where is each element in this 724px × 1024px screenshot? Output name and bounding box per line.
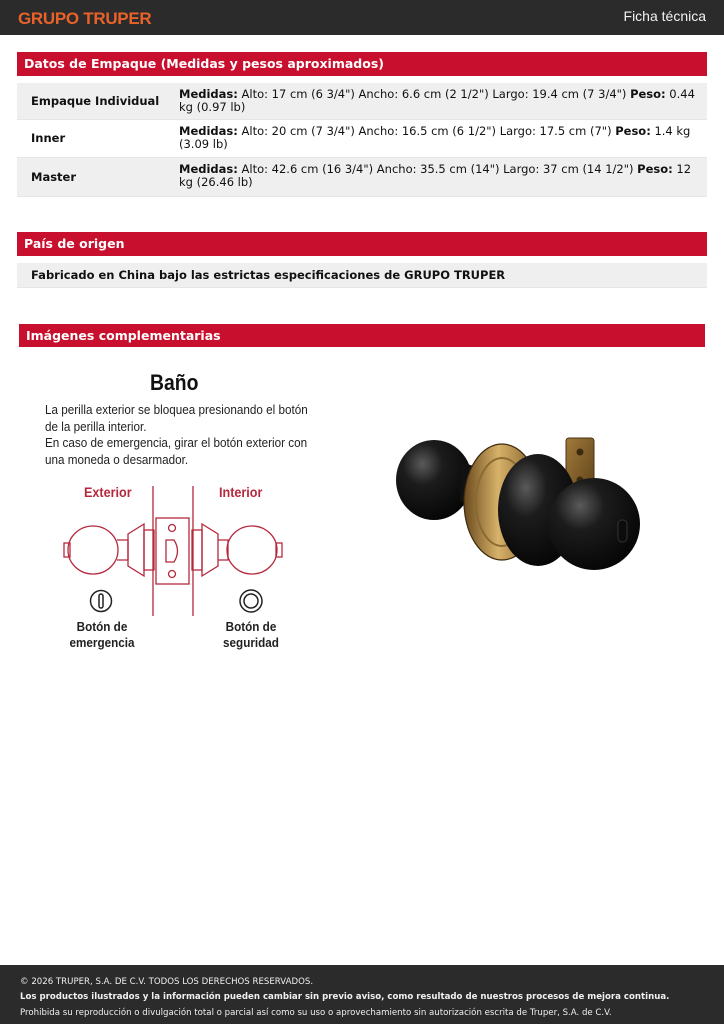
- caption-line: emergencia: [69, 635, 135, 650]
- description-line: En caso de emergencia, girar el botón exterior con: [45, 435, 308, 450]
- origin-text: Fabricado en China bajo las estrictas especificaciones de GRUPO TRUPER: [17, 263, 707, 288]
- peso-value: 1.4 kg (3.09 lb): [179, 124, 691, 151]
- footer-copyright: © 2026 TRUPER, S.A. DE C.V. TODOS LOS DERECHOS RESERVADOS.: [20, 977, 314, 987]
- section-header-packaging: Datos de Empaque (Medidas y pesos aproximados): [17, 52, 707, 76]
- packaging-table: [17, 83, 707, 197]
- caption-line: Botón de: [225, 619, 277, 634]
- peso-label: Peso:: [630, 87, 666, 101]
- row-value: [179, 83, 707, 119]
- footer-prohibition: Prohibida su reproducción o divulgación total o parcial así como su uso o aprovechamiento sin autorización escrita de Truper, S.A. de C.V.: [20, 1007, 612, 1018]
- description-line: La perilla exterior se bloquea presionando el botón: [45, 402, 308, 417]
- caption-line: seguridad: [223, 635, 279, 650]
- table-row: [17, 158, 707, 197]
- description-line: de la perilla interior.: [45, 418, 147, 434]
- caption-line: Botón de: [76, 619, 128, 634]
- right-rose: [202, 524, 218, 576]
- screw-bottom: [169, 571, 176, 578]
- diagram-description: [45, 402, 308, 468]
- row-label: Inner: [31, 131, 66, 145]
- medidas-value: Alto: 20 cm (7 3/4") Ancho: 16.5 cm (6 1/2") Largo: 17.5 cm (7"): [241, 124, 612, 138]
- row-value: [179, 120, 707, 157]
- row-label: Empaque Individual: [31, 93, 160, 108]
- emergency-button-icon: [89, 589, 113, 613]
- table-row: [17, 83, 707, 120]
- screw-top: [169, 525, 176, 532]
- medidas-value: Alto: 42.6 cm (16 3/4") Ancho: 35.5 cm (14") Largo: 37 cm (14 1/2"): [241, 162, 634, 176]
- interior-label: Interior: [219, 484, 263, 500]
- top-bar: [0, 0, 724, 35]
- latch-bolt: [166, 540, 178, 562]
- security-button-icon: [238, 589, 264, 613]
- medidas-label: Medidas:: [179, 124, 238, 138]
- truper-logo: GRUPO TRUPER: [18, 9, 152, 28]
- door-knob-photo: [390, 432, 645, 577]
- section-header-images: Imágenes complementarias: [19, 324, 705, 347]
- medidas-label: Medidas:: [179, 162, 238, 176]
- medidas-value: Alto: 17 cm (6 3/4") Ancho: 6.6 cm (2 1/2") Largo: 19.4 cm (7 3/4"): [241, 87, 627, 101]
- footer: [0, 965, 724, 1024]
- medidas-label: Medidas:: [179, 87, 238, 101]
- row-label: Master: [31, 169, 77, 184]
- row-value: [179, 158, 707, 196]
- security-caption: [215, 619, 287, 651]
- latch-plate: [156, 518, 189, 584]
- peso-label: Peso:: [637, 162, 673, 176]
- left-rose: [128, 524, 144, 576]
- peso-value: 0.44 kg (0.97 lb): [179, 87, 695, 114]
- emergency-caption: [66, 619, 138, 651]
- left-neck: [117, 540, 128, 560]
- right-knob: [227, 526, 277, 574]
- footer-notice: Los productos ilustrados y la información pueden cambiar sin previo aviso, como resultado de nuestros procesos de mejora continua.: [20, 992, 670, 1003]
- exterior-label: Exterior: [84, 484, 132, 500]
- description-line: una moneda o desarmador.: [45, 451, 189, 467]
- peso-value: 12 kg (26.46 lb): [179, 162, 692, 189]
- peso-label: Peso:: [615, 124, 651, 138]
- left-knob: [68, 526, 118, 574]
- section-header-origin: País de origen: [17, 232, 707, 256]
- document-title: Ficha técnica: [623, 8, 706, 24]
- diagram-title: Baño: [150, 370, 199, 395]
- table-row: [17, 120, 707, 158]
